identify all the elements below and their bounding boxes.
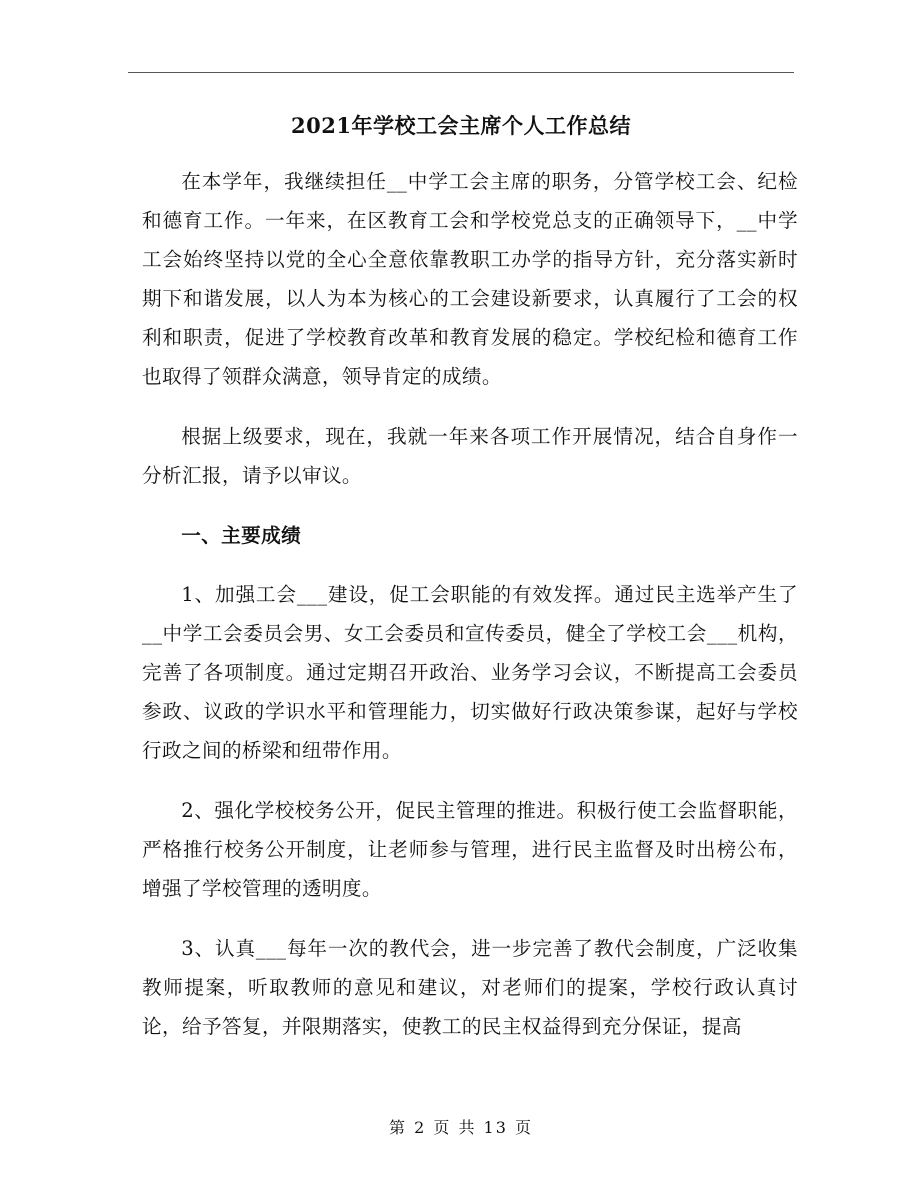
paragraph-item-1: 1、加强工会___建设，促工会职能的有效发挥。通过民主选举产生了__中学工会委员会男、女工会委员和宣传委员，健全了学校工会___机构，完善了各项制度。通过定期召开政治、业务学习会议，不断提高工会委员参政、议政的学识水平和管理能力，切实做好行政决策参谋，起好与学校行政之间的桥梁和纽带作用。 [142,583,798,762]
paragraph-intro: 在本学年，我继续担任__中学工会主席的职务，分管学校工会、纪检和德育工作。一年来，在区教育工会和学校党总支的正确领导下，__中学工会始终坚持以党的全心全意依靠教职工办学的指导方针，充分落实新时期下和谐发展，以人为本为核心的工会建设新要求，认真履行了工会的权利和职责，促进了学校教育改革和教育发展的稳定。学校纪检和德育工作也取得了领群众满意，领导肯定的成绩。 [142,170,798,388]
section-heading-main-achievements: 一、主要成绩 [181,524,302,547]
paragraph-item-3: 3、认真___每年一次的教代会，进一步完善了教代会制度，广泛收集教师提案，听取教师的意见和建议，对老师们的提案，学校行政认真讨论，给予答复，并限期落实，使教工的民主权益得到充分保证，提高 [142,937,798,1038]
page-number: 第 2 页 共 13 页 [389,1118,533,1137]
document-title: 2021年学校工会主席个人工作总结 [291,113,631,138]
paragraph-report: 根据上级要求，现在，我就一年来各项工作开展情况，结合自身作一分析汇报，请予以审议。 [142,425,798,487]
paragraph-item-2: 2、强化学校校务公开，促民主管理的推进。积极行使工会监督职能，严格推行校务公开制度，让老师参与管理，进行民主监督及时出榜公布，增强了学校管理的透明度。 [142,799,798,900]
document-body [142,162,798,1067]
header-rule [128,72,794,73]
